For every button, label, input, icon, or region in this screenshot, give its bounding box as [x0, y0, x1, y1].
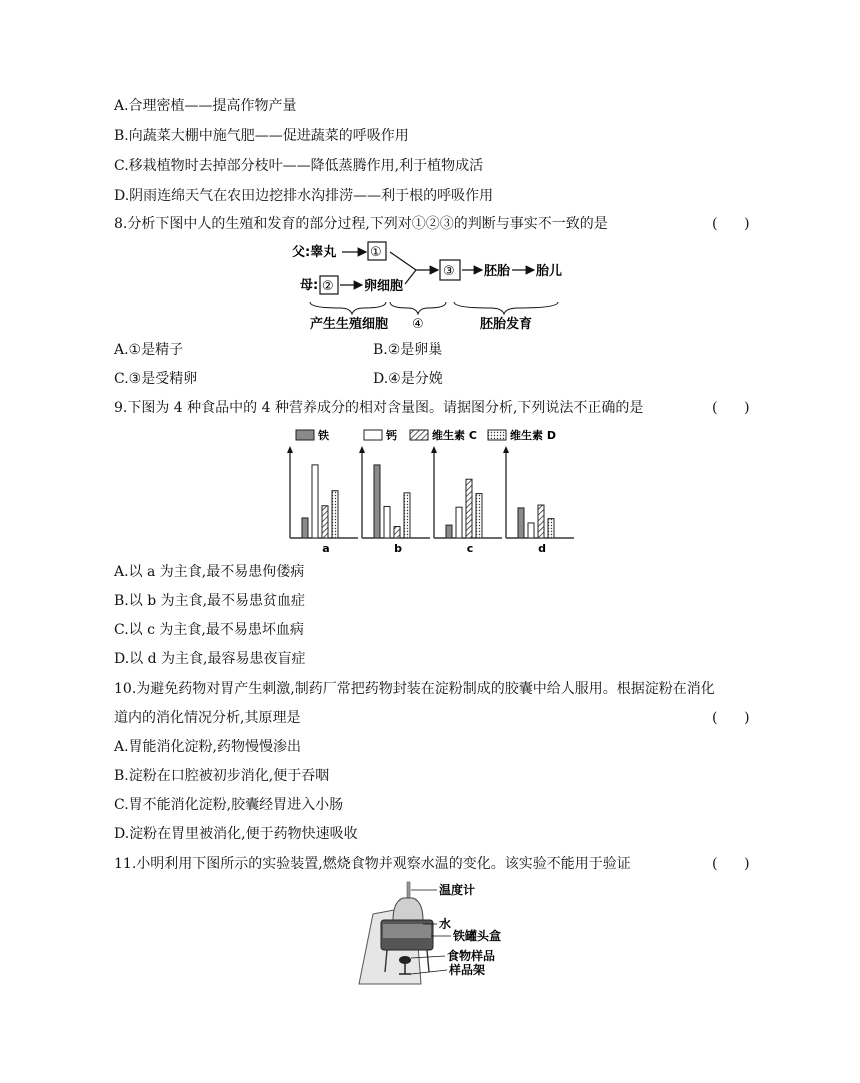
- diagram-mother: 母:: [300, 278, 319, 293]
- q9-option-d: D.以 d 为主食,最容易患夜盲症: [114, 651, 306, 667]
- q10-stem-line1: 10.为避免药物对胃产生刺激,制药厂常把药物封装在淀粉制成的胶囊中给人服用。根据淀粉在消化: [114, 681, 715, 697]
- bar-b-0: [374, 465, 380, 538]
- bar-d-1: [528, 523, 534, 538]
- diagram-label-cells: 产生生殖细胞: [310, 317, 389, 332]
- q7-option-a: A.合理密植——提高作物产量: [114, 98, 297, 114]
- q11-stem: 11.小明利用下图所示的实验装置,燃烧食物并观察水温的变化。该实验不能用于验证: [114, 856, 631, 872]
- bar-b-2: [394, 527, 400, 538]
- legend-label-2: 维生素 C: [432, 429, 477, 442]
- q10-option-a: A.胃能消化淀粉,药物慢慢渗出: [114, 739, 302, 755]
- diagram-box1-label: ①: [370, 245, 382, 260]
- q9-option-a: A.以 a 为主食,最不易患佝偻病: [114, 564, 305, 580]
- q10-stem-line2: 道内的消化情况分析,其原理是: [114, 710, 301, 726]
- q11-answer-paren: ( ): [712, 856, 750, 872]
- label-thermometer: 温度计: [439, 883, 476, 897]
- diagram-box2-label: ②: [322, 279, 334, 294]
- q10-option-b: B.淀粉在口腔被初步消化,便于吞咽: [114, 768, 330, 784]
- q9-answer-paren: ( ): [712, 400, 750, 416]
- nutrient-bar-chart: [280, 422, 580, 557]
- q8-reproduction-diagram: [290, 238, 570, 334]
- q8-option-d: D.④是分娩: [373, 371, 443, 387]
- q10-option-c: C.胃不能消化淀粉,胶囊经胃进入小肠: [114, 797, 344, 813]
- diagram-label-dev: 胚胎发育: [480, 317, 533, 332]
- bar-a-3: [332, 491, 338, 538]
- label-food-sample: 食物样品: [447, 949, 496, 963]
- diagram-box3-label: ③: [443, 264, 455, 279]
- bar-a-1: [312, 465, 318, 538]
- bar-a-2: [322, 506, 328, 538]
- legend-swatch-2: [410, 430, 428, 440]
- diagram-fetus: 胎儿: [536, 264, 563, 279]
- q8-stem: 8.分析下图中人的生殖和发育的部分过程,下列对①②③的判断与事实不一致的是: [114, 216, 608, 232]
- q8-option-a: A.①是精子: [114, 342, 184, 358]
- y-axis-arrow-a: [287, 446, 293, 453]
- bar-c-2: [466, 479, 472, 538]
- diagram-embryo: 胚胎: [484, 264, 511, 279]
- q7-option-d: D.阴雨连绵天气在农田边挖排水沟排涝——利于根的呼吸作用: [114, 188, 494, 204]
- y-axis-arrow-c: [431, 446, 437, 453]
- q8-option-c: C.③是受精卵: [114, 371, 198, 387]
- q9-option-c: C.以 c 为主食,最不易患坏血病: [114, 622, 304, 638]
- bar-d-3: [548, 519, 554, 538]
- label-sample-rack: 样品架: [449, 963, 486, 977]
- q11-apparatus-figure: [355, 880, 515, 986]
- label-water: 水: [439, 917, 452, 931]
- diagram-label-4: ④: [412, 317, 424, 332]
- q10-option-d: D.淀粉在胃里被消化,便于药物快速吸收: [114, 826, 358, 842]
- legend-label-3: 维生素 D: [510, 429, 556, 442]
- legend-swatch-0: [296, 430, 314, 440]
- bar-a-0: [302, 518, 308, 538]
- category-label-b: b: [394, 542, 402, 555]
- bar-d-0: [518, 508, 524, 538]
- bar-d-2: [538, 505, 544, 538]
- category-label-a: a: [322, 542, 330, 555]
- q7-option-b: B.向蔬菜大棚中施气肥——促进蔬菜的呼吸作用: [114, 128, 409, 144]
- diagram-egg: 卵细胞: [364, 279, 404, 294]
- q8-option-b: B.②是卵巢: [373, 342, 443, 358]
- label-can: 铁罐头盒: [453, 929, 502, 943]
- q9-option-b: B.以 b 为主食,最不易患贫血症: [114, 593, 306, 609]
- q8-answer-paren: ( ): [712, 216, 750, 232]
- y-axis-arrow-d: [503, 446, 509, 453]
- diagram-father: 父:睾丸: [292, 245, 337, 260]
- q10-answer-paren: ( ): [712, 710, 750, 726]
- bar-c-1: [456, 507, 462, 538]
- legend-swatch-1: [364, 430, 382, 440]
- legend-swatch-3: [488, 430, 506, 440]
- bar-b-3: [404, 493, 410, 538]
- y-axis-arrow-b: [359, 446, 365, 453]
- bar-c-3: [476, 494, 482, 538]
- bar-b-1: [384, 506, 390, 538]
- category-label-c: c: [466, 542, 474, 555]
- q7-option-c: C.移栽植物时去掉部分枝叶——降低蒸腾作用,利于植物成活: [114, 158, 484, 174]
- legend-label-1: 钙: [386, 429, 397, 442]
- bar-c-0: [446, 525, 452, 538]
- q9-stem: 9.下图为 4 种食品中的 4 种营养成分的相对含量图。请据图分析,下列说法不正确的是: [114, 400, 644, 416]
- category-label-d: d: [538, 542, 546, 555]
- legend-label-0: 铁: [318, 429, 329, 442]
